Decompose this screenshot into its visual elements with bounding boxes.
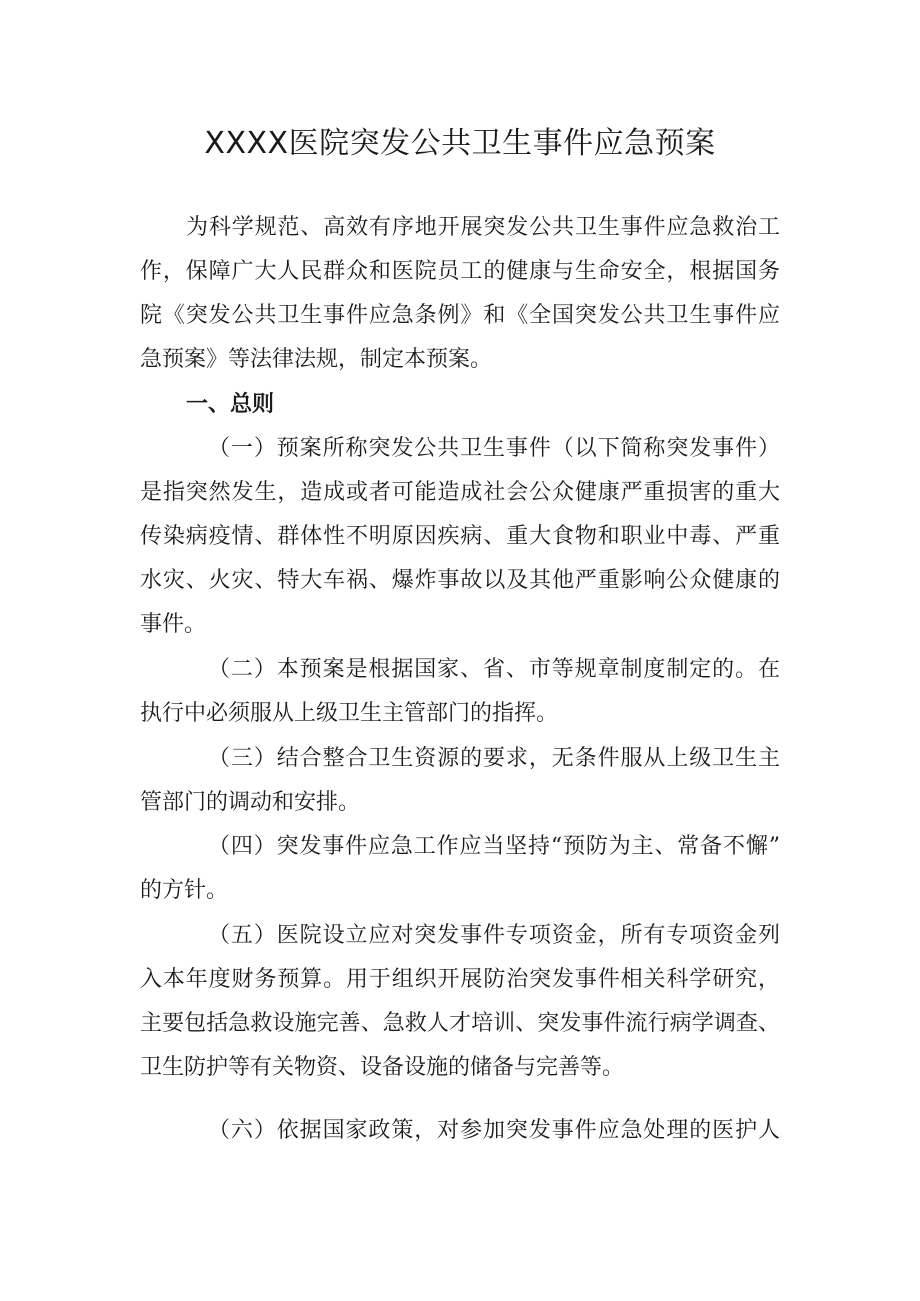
para-4-line-1: （四）突发事件应急工作应当坚持“预防为主、常备不懈” (208, 834, 780, 859)
para-2-line-2: 执行中必须服从上级卫生主管部门的指挥。 (140, 701, 559, 726)
para-3-line-1: （三）结合整合卫生资源的要求，无条件服从上级卫生主 (208, 746, 780, 771)
para-1-line-5: 事件。 (140, 612, 207, 637)
document-title: XXXX医院突发公共卫生事件应急预案 (204, 126, 716, 161)
para-5-line-2: 入本年度财务预算。用于组织开展防治突发事件相关科学研究， (140, 967, 780, 992)
intro-line-4: 急预案》等法律法规，制定本预案。 (140, 347, 493, 372)
para-1-line-1: （一）预案所称突发公共卫生事件（以下简称突发事件） (208, 436, 780, 461)
intro-line-2: 作，保障广大人民群众和医院员工的健康与生命安全，根据国务 (140, 259, 780, 284)
para-1-line-2: 是指突然发生，造成或者可能造成社会公众健康严重损害的重大 (140, 480, 780, 505)
para-4-line-2: 的方针。 (140, 878, 229, 903)
intro-line-1: 为科学规范、高效有序地开展突发公共卫生事件应急救治工 (186, 215, 780, 240)
para-1-line-4: 水灾、火灾、特大车祸、爆炸事故以及其他严重影响公众健康的 (140, 568, 780, 593)
section-heading-general: 一、总则 (186, 392, 275, 417)
para-5-line-4: 卫生防护等有关物资、设备设施的储备与完善等。 (140, 1055, 625, 1080)
intro-line-3: 院《突发公共卫生事件应急条例》和《全国突发公共卫生事件应 (140, 303, 780, 328)
para-2-line-1: （二）本预案是根据国家、省、市等规章制度制定的。在 (208, 657, 780, 682)
para-1-line-3: 传染病疫情、群体性不明原因疾病、重大食物和职业中毒、严重 (140, 524, 780, 549)
para-5-line-3: 主要包括急救设施完善、急救人才培训、突发事件流行病学调查、 (140, 1011, 780, 1036)
para-5-line-1: （五）医院设立应对突发事件专项资金，所有专项资金列 (208, 923, 780, 948)
para-3-line-2: 管部门的调动和安排。 (140, 790, 361, 815)
para-6-line-1: （六）依据国家政策，对参加突发事件应急处理的医护人 (208, 1118, 780, 1143)
